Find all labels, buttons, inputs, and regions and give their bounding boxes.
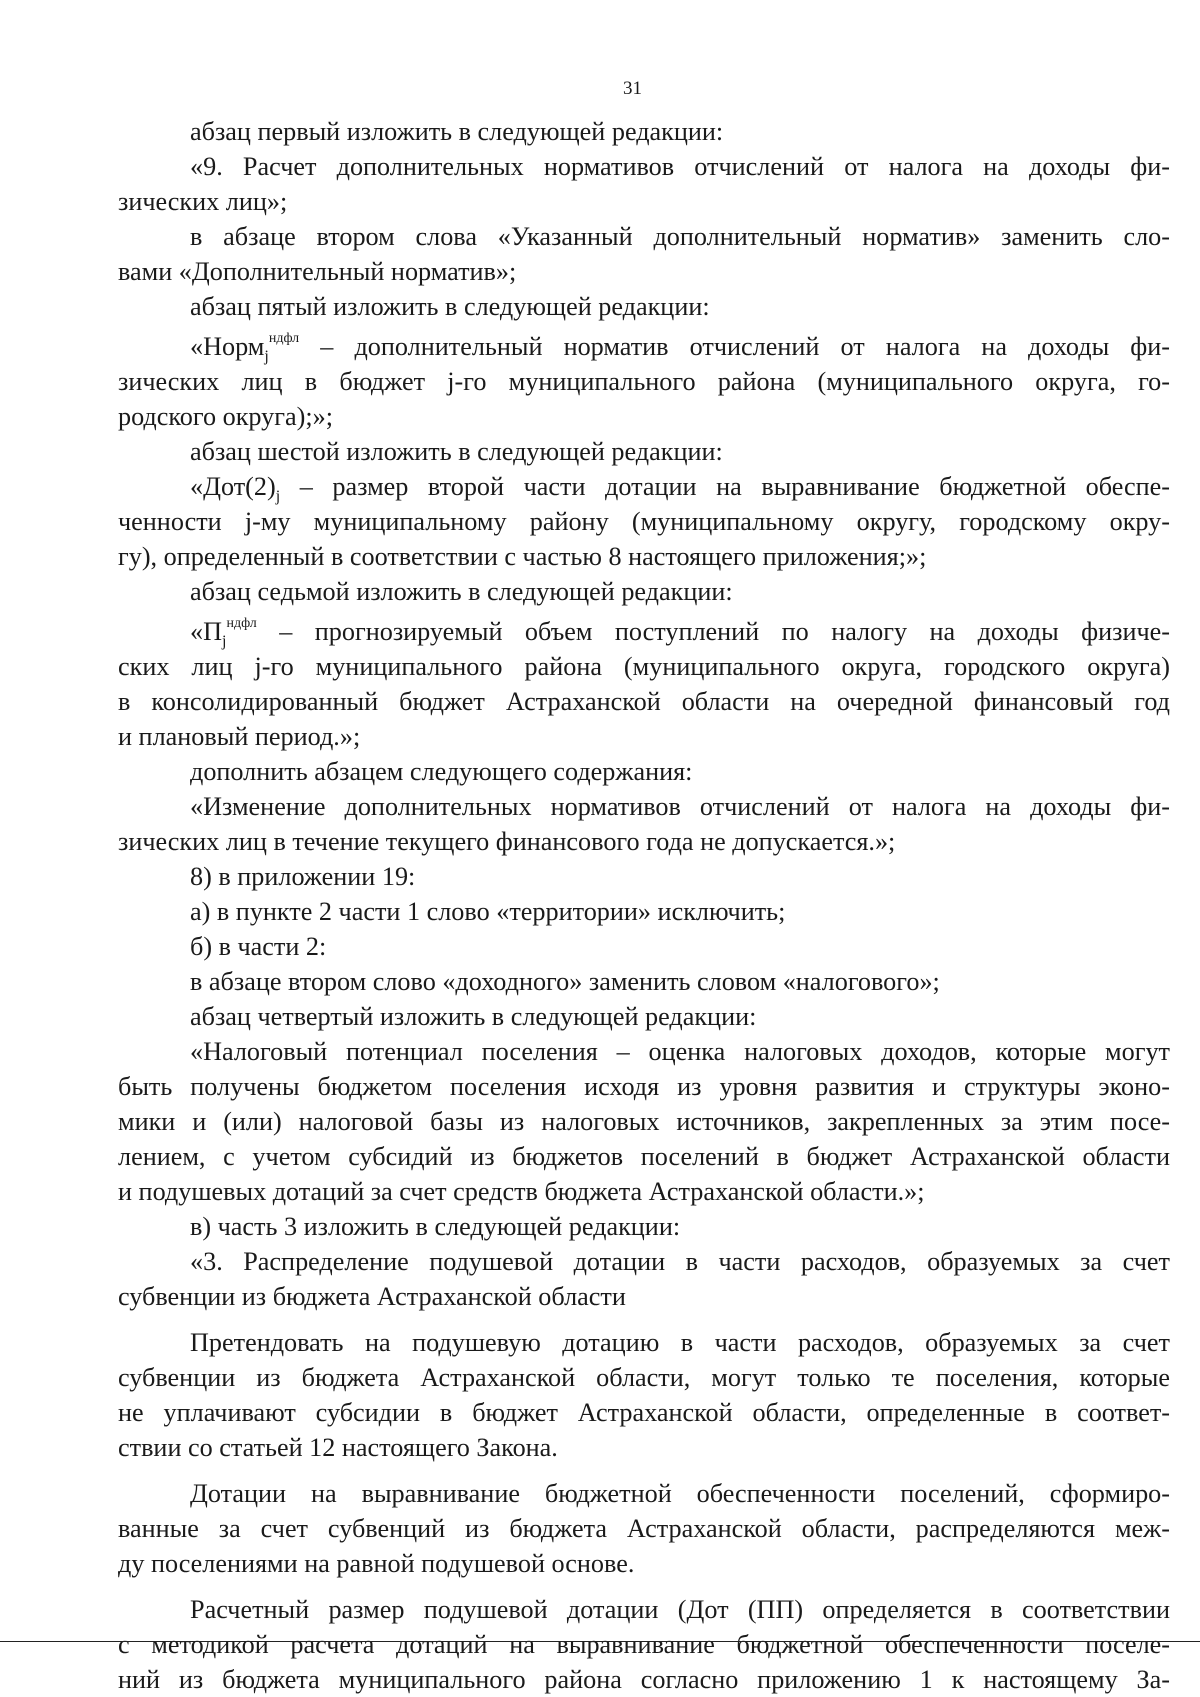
text-line: ний из бюджета муниципального района согласно приложению 1 к настоящему За- bbox=[118, 1665, 1170, 1694]
formula-definition: – прогнозируемый объем поступлений по налогу на доходы физиче- bbox=[256, 617, 1170, 646]
formula-subscript: j bbox=[222, 633, 227, 651]
text-line: быть получены бюджетом поселения исходя из уровня развития и структуры эконо- bbox=[118, 1072, 1170, 1101]
formula-subscript: j bbox=[275, 488, 281, 506]
text-line: не уплачивают субсидии в бюджет Астраханской области, определенные в соответ- bbox=[118, 1398, 1170, 1427]
text-line: ченности j-му муниципальному району (муниципальному округу, городскому окру- bbox=[118, 507, 1170, 536]
text-line: дополнить абзацем следующего содержания: bbox=[190, 757, 693, 786]
text-line: в) часть 3 изложить в следующей редакции: bbox=[190, 1212, 681, 1241]
text-line: родского округа);»; bbox=[118, 402, 333, 431]
text-line bbox=[118, 469, 1170, 504]
text-line: субвенции из бюджета Астраханской области bbox=[118, 1282, 626, 1311]
document-body bbox=[118, 114, 1170, 1697]
text-line: ванные за счет субвенций из бюджета Астраханской области, распределяются меж- bbox=[118, 1514, 1170, 1543]
text-line: ствии со статьей 12 настоящего Закона. bbox=[118, 1433, 558, 1462]
text-line: б) в части 2: bbox=[190, 932, 327, 961]
text-line: абзац первый изложить в следующей редакции: bbox=[190, 117, 724, 146]
formula-subscript: j bbox=[264, 348, 269, 366]
text-line: абзац седьмой изложить в следующей редакции: bbox=[190, 577, 733, 606]
footer-rule bbox=[0, 1641, 1200, 1642]
text-line: в абзаце втором слово «доходного» заменить словом «налогового»; bbox=[190, 967, 940, 996]
text-line: абзац пятый изложить в следующей редакции: bbox=[190, 292, 710, 321]
text-line: а) в пункте 2 части 1 слово «территории» исключить; bbox=[190, 897, 786, 926]
page-number: 31 bbox=[623, 78, 642, 99]
text-line bbox=[118, 329, 1170, 364]
text-line: «Изменение дополнительных нормативов отчислений от налога на доходы фи- bbox=[190, 792, 1170, 821]
text-line: с методикой расчета дотаций на выравнивание бюджетной обеспеченности поселе- bbox=[118, 1630, 1170, 1659]
text-line: «Налоговый потенциал поселения – оценка налоговых доходов, которые могут bbox=[190, 1037, 1170, 1066]
text-line: зических лиц в течение текущего финансового года не допускается.»; bbox=[118, 827, 896, 856]
text-line: и подушевых дотаций за счет средств бюджета Астраханской области.»; bbox=[118, 1177, 925, 1206]
text-line: в консолидированный бюджет Астраханской области на очередной финансовый год bbox=[118, 687, 1170, 716]
text-line: гу), определенный в соответствии с частью 8 настоящего приложения;»; bbox=[118, 542, 927, 571]
formula-superscript: ндфл bbox=[268, 331, 300, 347]
text-line: 8) в приложении 19: bbox=[190, 862, 416, 891]
text-line bbox=[118, 614, 1170, 649]
text-line: лением, с учетом субсидий из бюджетов поселений в бюджет Астраханской области bbox=[118, 1142, 1170, 1171]
text-line: абзац шестой изложить в следующей редакции: bbox=[190, 437, 723, 466]
formula-definition: – дополнительный норматив отчислений от налога на доходы фи- bbox=[299, 332, 1170, 361]
text-line: Расчетный размер подушевой дотации (Дот (ПП) определяется в соответствии bbox=[190, 1595, 1170, 1624]
text-line: зических лиц в бюджет j-го муниципального района (муниципального округа, го- bbox=[118, 367, 1170, 396]
text-line: мики и (или) налоговой базы из налоговых источников, закрепленных за этим посе- bbox=[118, 1107, 1170, 1136]
text-line: «3. Распределение подушевой дотации в части расходов, образуемых за счет bbox=[190, 1247, 1170, 1276]
text-line: Претендовать на подушевую дотацию в части расходов, образуемых за счет bbox=[190, 1328, 1170, 1357]
text-line: Дотации на выравнивание бюджетной обеспеченности поселений, сформиро- bbox=[190, 1479, 1170, 1508]
text-line: вами «Дополнительный норматив»; bbox=[118, 257, 517, 286]
formula-superscript: ндфл bbox=[226, 616, 257, 632]
text-line: и плановый период.»; bbox=[118, 722, 361, 751]
formula-definition: – размер второй части дотации на выравнивание бюджетной обеспе- bbox=[280, 472, 1170, 501]
text-line: «9. Расчет дополнительных нормативов отчислений от налога на доходы фи- bbox=[190, 152, 1170, 181]
text-line: абзац четвертый изложить в следующей редакции: bbox=[190, 1002, 757, 1031]
formula-term: «Норм bbox=[190, 332, 265, 361]
text-line: субвенции из бюджета Астраханской области, могут только те поселения, которые bbox=[118, 1363, 1170, 1392]
text-line: зических лиц»; bbox=[118, 187, 288, 216]
formula-term: «П bbox=[190, 617, 223, 646]
formula-term: «Дот(2) bbox=[190, 472, 276, 501]
text-line: ских лиц j-го муниципального района (муниципального округа, городского округа) bbox=[118, 652, 1170, 681]
text-line: в абзаце втором слова «Указанный дополнительный норматив» заменить сло- bbox=[190, 222, 1170, 251]
text-line: ду поселениями на равной подушевой основе. bbox=[118, 1549, 635, 1578]
